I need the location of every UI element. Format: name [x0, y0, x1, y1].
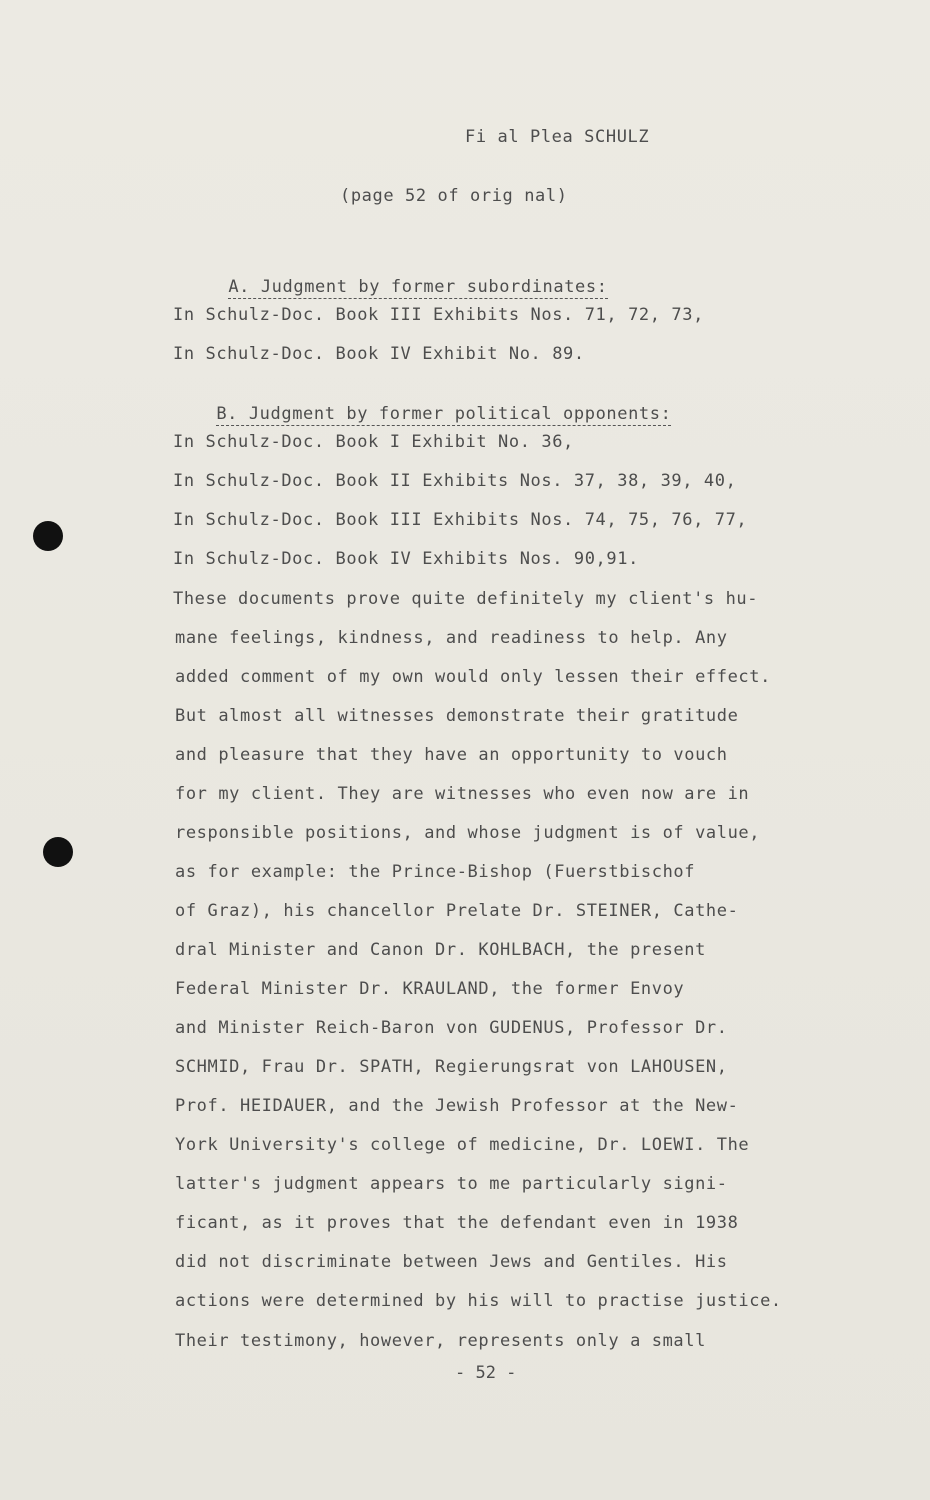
- body-line-10: dral Minister and Canon Dr. KOHLBACH, the present: [175, 940, 706, 960]
- section-b-line-4: In Schulz-Doc. Book IV Exhibits Nos. 90,91.: [173, 549, 639, 569]
- section-b-heading-text: B. Judgment by former political opponents:: [216, 404, 672, 424]
- body-line-7: responsible positions, and whose judgment is of value,: [175, 823, 761, 843]
- page-number: - 52 -: [455, 1363, 517, 1383]
- body-line-13: SCHMID, Frau Dr. SPATH, Regierungsrat von LAHOUSEN,: [175, 1057, 728, 1077]
- body-line-12: and Minister Reich-Baron von GUDENUS, Professor Dr.: [175, 1018, 728, 1038]
- punch-hole-upper: [33, 521, 63, 551]
- section-a-line-2: In Schulz-Doc. Book IV Exhibit No. 89.: [173, 344, 585, 364]
- body-line-11: Federal Minister Dr. KRAULAND, the former Envoy: [175, 979, 685, 999]
- body-line-14: Prof. HEIDAUER, and the Jewish Professor at the New-: [175, 1096, 739, 1116]
- body-line-16: latter's judgment appears to me particularly signi-: [175, 1174, 728, 1194]
- body-line-6: for my client. They are witnesses who even now are in: [175, 784, 750, 804]
- section-b-line-2: In Schulz-Doc. Book II Exhibits Nos. 37, 38, 39, 40,: [173, 471, 737, 491]
- body-line-20: Their testimony, however, represents only a small: [175, 1331, 706, 1351]
- document-title: Fi al Plea SCHULZ: [465, 127, 650, 147]
- page-reference: (page 52 of orig nal): [340, 186, 568, 206]
- section-a-line-1: In Schulz-Doc. Book III Exhibits Nos. 71, 72, 73,: [173, 305, 704, 325]
- body-line-9: of Graz), his chancellor Prelate Dr. STEINER, Cathe-: [175, 901, 739, 921]
- body-line-2: mane feelings, kindness, and readiness to help. Any: [175, 628, 728, 648]
- body-line-8: as for example: the Prince-Bishop (Fuerstbischof: [175, 862, 696, 882]
- section-b-line-1: In Schulz-Doc. Book I Exhibit No. 36,: [173, 432, 574, 452]
- section-a-heading-text: A. Judgment by former subordinates:: [228, 277, 608, 297]
- body-line-4: But almost all witnesses demonstrate their gratitude: [175, 706, 739, 726]
- body-line-15: York University's college of medicine, Dr. LOEWI. The: [175, 1135, 750, 1155]
- body-line-17: ficant, as it proves that the defendant even in 1938: [175, 1213, 739, 1233]
- section-b-line-3: In Schulz-Doc. Book III Exhibits Nos. 74, 75, 76, 77,: [173, 510, 748, 530]
- punch-hole-lower: [43, 837, 73, 867]
- body-line-1: These documents prove quite definitely my client's hu-: [173, 589, 759, 609]
- body-line-19: actions were determined by his will to practise justice.: [175, 1291, 782, 1311]
- body-line-18: did not discriminate between Jews and Gentiles. His: [175, 1252, 728, 1272]
- body-line-3: added comment of my own would only lessen their effect.: [175, 667, 771, 687]
- body-line-5: and pleasure that they have an opportunity to vouch: [175, 745, 728, 765]
